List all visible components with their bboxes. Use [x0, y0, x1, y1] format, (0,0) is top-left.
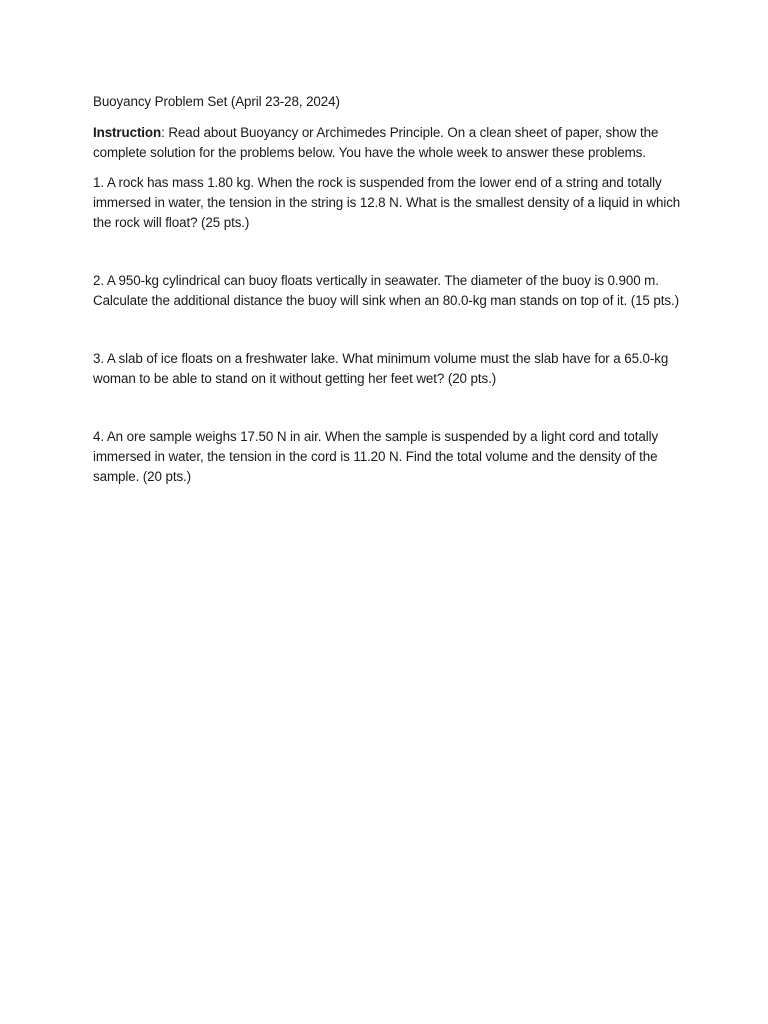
problem-2: 2. A 950-kg cylindrical can buoy floats vertically in seawater. The diameter of the buoy is 0.900 m. Calculate the additional distance the buoy will sink when an 80.0-kg man stands on top of it. (15 pts.) — [93, 273, 679, 308]
instruction-label: Instruction — [93, 125, 162, 140]
problem-1: 1. A rock has mass 1.80 kg. When the rock is suspended from the lower end of a string and totally immersed in water, the tension in the string is 12.8 N. What is the smallest density of a liquid in which the rock will float? (25 pts.) — [93, 175, 681, 230]
document-body — [93, 92, 693, 487]
instruction-paragraph — [93, 123, 693, 163]
instruction-text: : Read about Buoyancy or Archimedes Principle. On a clean sheet of paper, show the complete solution for the problems below. You have the whole week to answer these problems. — [93, 125, 659, 160]
document-title: Buoyancy Problem Set (April 23-28, 2024) — [93, 94, 340, 109]
problem-3: 3. A slab of ice floats on a freshwater lake. What minimum volume must the slab have for a 65.0-kg woman to be able to stand on it without getting her feet wet? (20 pts.) — [93, 351, 669, 386]
problem-4: 4. An ore sample weighs 17.50 N in air. When the sample is suspended by a light cord and totally immersed in water, the tension in the cord is 11.20 N. Find the total volume and the density of the sample. (20 pts.) — [93, 429, 659, 484]
